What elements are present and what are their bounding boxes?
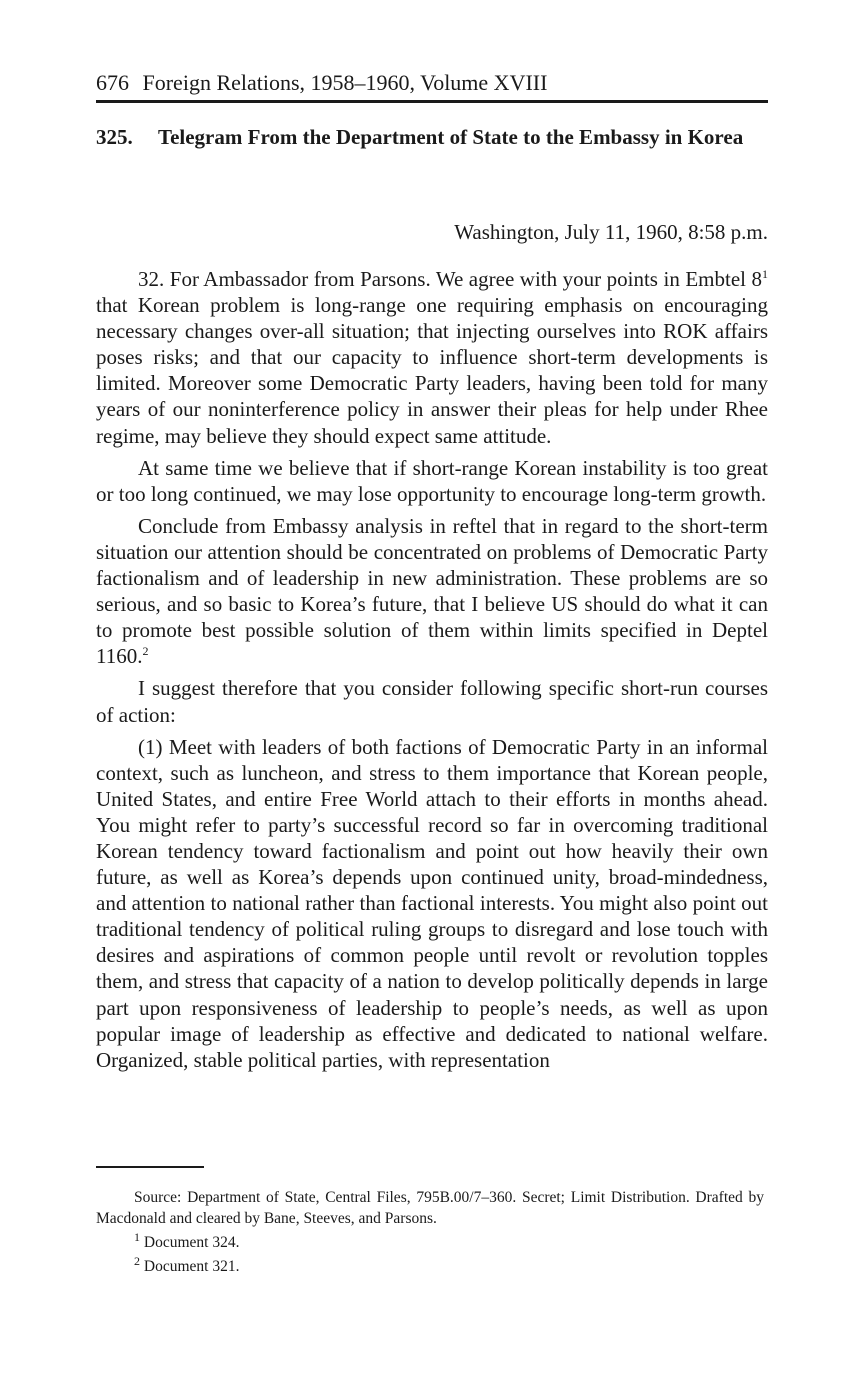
document-heading [96, 124, 768, 150]
footnote-ref-1: 1 [762, 267, 768, 281]
source-note: Source: Department of State, Central Files, 795B.00/7–360. Secret; Limit Distribution. Drafted by Macdonald and cleared by Bane, Steeves, and Parsons. [96, 1189, 764, 1227]
running-title: Foreign Relations, 1958–1960, Volume XVIII [142, 70, 548, 95]
paragraph-1: 32. For Ambassador from Parsons. We agree with your points in Embtel $8^1$ that Korean problem is long-range one requiring emphasis on encouraging necessary changes over-all situation; that injecting ourselves into ROK affairs poses risks; and that our capacity to influence short-term developments is limited. Moreover some Democratic Party leaders, having been told for many years of our noninterference policy in answer their pleas for help under Rhee regime, may believe they should expect same attitude. [96, 267, 768, 448]
document-title: Telegram From the Department of State to the Embassy in Korea [158, 125, 744, 149]
paragraph-3: Conclude from Embassy analysis in reftel that in regard to the short-term situation our attention should be concentrated on problems of Democratic Party factionalism and of leadership in new administration. These problems are so serious, and so basic to Korea’s future, that I believe US should do what it can to promote best possible solution of them within limits specified in Deptel 1160.$^2$ [96, 513, 768, 669]
paragraph-2: At same time we believe that if short-range Korean instability is too great or too long continued, we may lose opportunity to encourage long-term growth. [96, 455, 768, 506]
footnote-ref-2: 2 [142, 644, 149, 659]
footnotes [96, 1187, 764, 1280]
body-text [96, 266, 768, 1073]
dateline: Washington, July 11, 1960, 8:58 p.m. [454, 220, 768, 244]
footnote-2: $^2$ Document 321. [134, 1253, 240, 1275]
paragraph-4: I suggest therefore that you consider following specific short-run courses of action: [96, 676, 768, 727]
running-header [96, 68, 768, 98]
paragraph-5: (1) Meet with leaders of both factions of Democratic Party in an informal context, such as luncheon, and stress to them importance that Korean people, United States, and entire Free World attach to their efforts in months ahead. You might refer to party’s successful record so far in overcoming traditional Korean tendency toward factionalism and point out how heavily their own future, as well as Korea’s depends upon continued unity, broad-mindedness, and attention to national rather than factional interests. You might also point out traditional tendency of political ruling groups to disregard and lose touch with desires and aspirations of common people until revolt or revolution topples them, and stress that capacity of a nation to develop politically depends in large part upon responsiveness of leadership to people’s needs, as well as upon popular image of leadership as effective and dedicated to national welfare. Organized, stable political parties, with representation [96, 734, 768, 1072]
document-number: 325. [96, 125, 133, 149]
header-rule [96, 100, 768, 103]
page-number: 676 [96, 70, 129, 95]
footnote-rule [96, 1166, 204, 1168]
footnote-1: $^1$ Document 324. [134, 1229, 240, 1251]
